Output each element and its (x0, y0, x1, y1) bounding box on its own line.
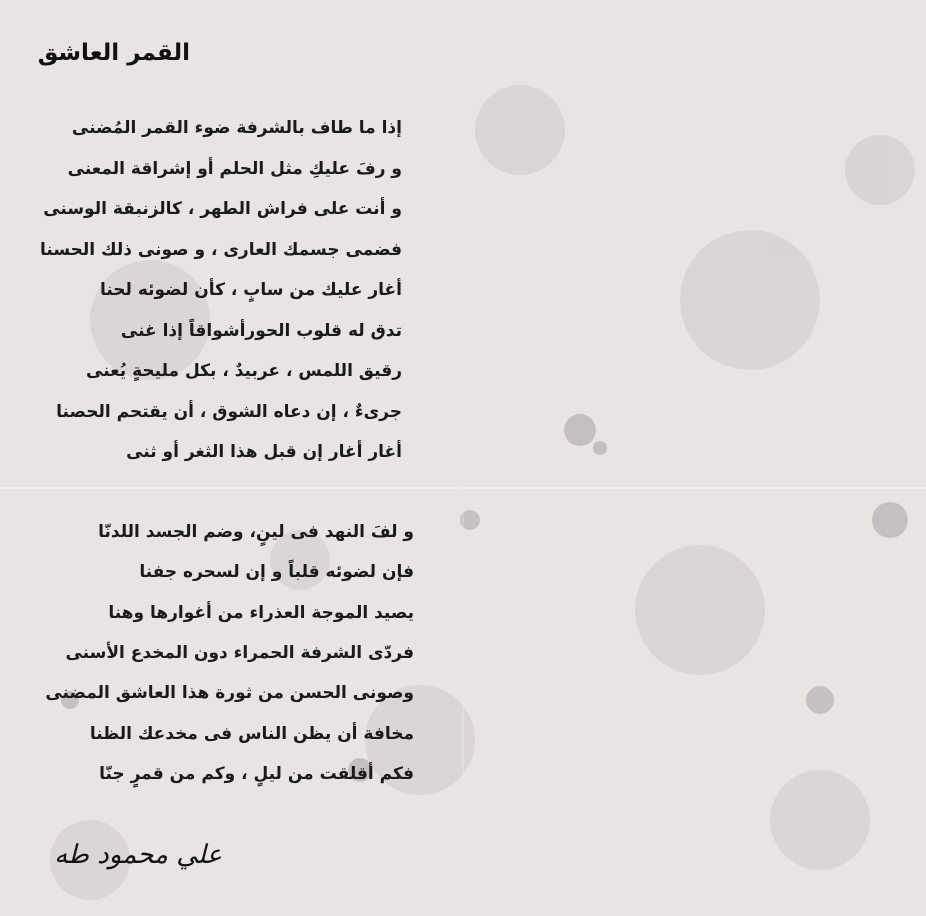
poem-line: فكم أقلقت من ليلٍ ، وكم من قمرٍ جنّا (99, 763, 414, 784)
poem-line: مخافة أن يظن الناس فى مخدعك الظنا (89, 723, 414, 744)
poem-line: و لفَ النهد فى لينٍ، وضم الجسد اللدنّا (98, 522, 414, 542)
stanza-two (30, 522, 414, 792)
poem-line: و أنت على فراش الطهر ، كالزنبقة الوسنى (43, 199, 402, 219)
poem-line: وصونى الحسن من ثورة هذا العاشق المضنى (45, 683, 414, 704)
poem-line: رقيق اللمس ، عربيدٌ ، بكل مليحةٍ يُعنى (86, 361, 402, 381)
poem-line: تدق له قلوب الحورأشواقاً إذا غنى (120, 320, 402, 341)
poem-line: أغار عليك من سابٍ ، كأن لضوئه لحنا (99, 280, 402, 300)
poem-line: جرىءٌ ، إن دعاه الشوق ، أن يقتحم الحصنا (56, 401, 402, 422)
poem-line: أغار أغار إن قبل هذا الثغر أو ثنى (126, 442, 402, 462)
poem-line: و رفَ عليكِ مثل الحلم أو إشراقة المعنى (67, 158, 402, 179)
poem-line: فردّى الشرفة الحمراء دون المخدع الأسنى (65, 642, 414, 663)
poem-line: فإن لضوئه قلباً و إن لسحره جفنا (139, 562, 414, 583)
poem-line: يصيد الموجة العذراء من أغوارها وهنا (108, 602, 414, 623)
poem-line: فضمى جسمك العارى ، و صونى ذلك الحسنا (40, 239, 402, 260)
poem-line: إذا ما طاف بالشرفة ضوء القمر المُضنى (71, 118, 402, 138)
stanza-one (30, 118, 402, 478)
author-signature: علي محمود طه (54, 840, 222, 870)
poem-title: القمر العاشق (37, 40, 190, 66)
